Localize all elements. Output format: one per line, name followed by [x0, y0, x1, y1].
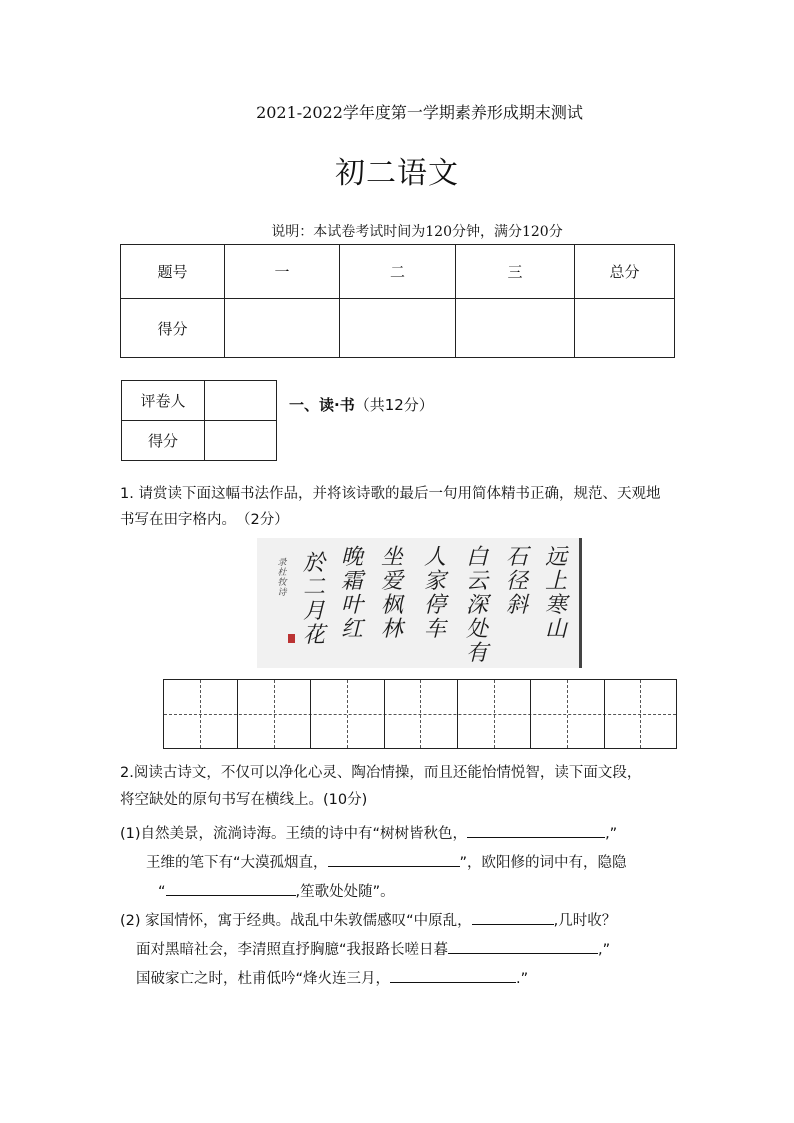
answer-blank-6[interactable]	[390, 967, 516, 983]
answer-blank-4[interactable]	[472, 909, 554, 925]
grader-cell[interactable]	[205, 381, 277, 421]
section-title	[289, 394, 434, 415]
calligraphy-column-4: 人家停车	[423, 545, 446, 642]
q2-p2-line-a: (2) 家国情怀，寓于经典。战乱中朱敦儒感叹“中原乱， ,几时收？	[120, 907, 700, 936]
answer-blank-1[interactable]	[467, 822, 605, 838]
tianzige-grid[interactable]	[163, 679, 677, 749]
answer-blank-3[interactable]	[166, 880, 296, 896]
exam-note: 说明：本试卷考试时间为120分钟，满分120分	[271, 224, 563, 240]
q2-part2	[120, 907, 700, 994]
score-col-3: 三	[456, 245, 575, 299]
score-col-label: 题号	[121, 245, 225, 299]
answer-blank-2[interactable]	[328, 851, 460, 867]
grader-label: 评卷人	[122, 381, 205, 421]
calligraphy-column-5: 坐爱枫林	[380, 545, 403, 642]
calligraphy-column-1: 远上寒山	[544, 545, 567, 642]
calligraphy-column-2: 石径斜	[505, 545, 528, 618]
score-col-1: 一	[225, 245, 340, 299]
question-2	[120, 760, 690, 814]
q2-part1	[120, 820, 690, 907]
q2-p2-line-b: 面对黑暗社会，李清照直抒胸臆“我报路长嗟日暮 ,”	[120, 936, 700, 965]
section-title-main: 一、读·书	[289, 396, 355, 414]
section-title-points: （共12分）	[354, 396, 434, 414]
q1-line2: 书写在田字格内。 （2分）	[120, 512, 289, 528]
score-cell-total[interactable]	[575, 299, 675, 358]
calligraphy-column-6: 晚霜叶红	[340, 545, 363, 642]
q2-line1: 2.阅读古诗文，不仅可以净化心灵、陶冶情操，而且还能怡情悦智，读下面文段，	[120, 765, 642, 781]
grader-table	[121, 380, 277, 461]
q2-line2: 将空缺处的原句书写在横线上。(10分)	[120, 792, 368, 808]
calligraphy-column-3: 白云深处有	[465, 545, 488, 666]
question-1	[120, 481, 690, 533]
answer-blank-5[interactable]	[448, 938, 598, 954]
score-cell-1[interactable]	[225, 299, 340, 358]
score-table-header-row	[121, 245, 675, 299]
seal-icon	[288, 634, 295, 643]
q2-p1-line-c: “ ,笙歌处处随”。	[120, 878, 690, 907]
exam-subtitle: 2021-2022学年度第一学期素养形成期末测试	[256, 103, 583, 122]
grader-score-cell[interactable]	[205, 421, 277, 461]
calligraphy-column-7: 於二月花	[302, 551, 325, 648]
grader-score-label: 得分	[122, 421, 205, 461]
calligraphy-image	[257, 538, 582, 668]
q1-line1: 1. 请赏读下面这幅书法作品，并将该诗歌的最后一句用简体精书正确，规范、天观地	[120, 486, 661, 502]
calligraphy-signature: 录杜牧诗	[277, 558, 287, 598]
score-row-label: 得分	[121, 299, 225, 358]
score-table	[120, 244, 675, 358]
score-table-score-row	[121, 299, 675, 358]
exam-title: 初二语文	[335, 156, 459, 191]
score-cell-2[interactable]	[340, 299, 456, 358]
q2-p1-line-b: 王维的笔下有“大漠孤烟直， ”，欧阳修的词中有，隐隐	[120, 849, 690, 878]
q2-p2-line-c: 国破家亡之时，杜甫低吟“烽火连三月， .”	[120, 965, 700, 994]
score-col-total: 总分	[575, 245, 675, 299]
q2-p1-line-a: (1)自然美景，流淌诗海。王绩的诗中有“树树皆秋色， ,”	[120, 820, 690, 849]
score-cell-3[interactable]	[456, 299, 575, 358]
score-col-2: 二	[340, 245, 456, 299]
